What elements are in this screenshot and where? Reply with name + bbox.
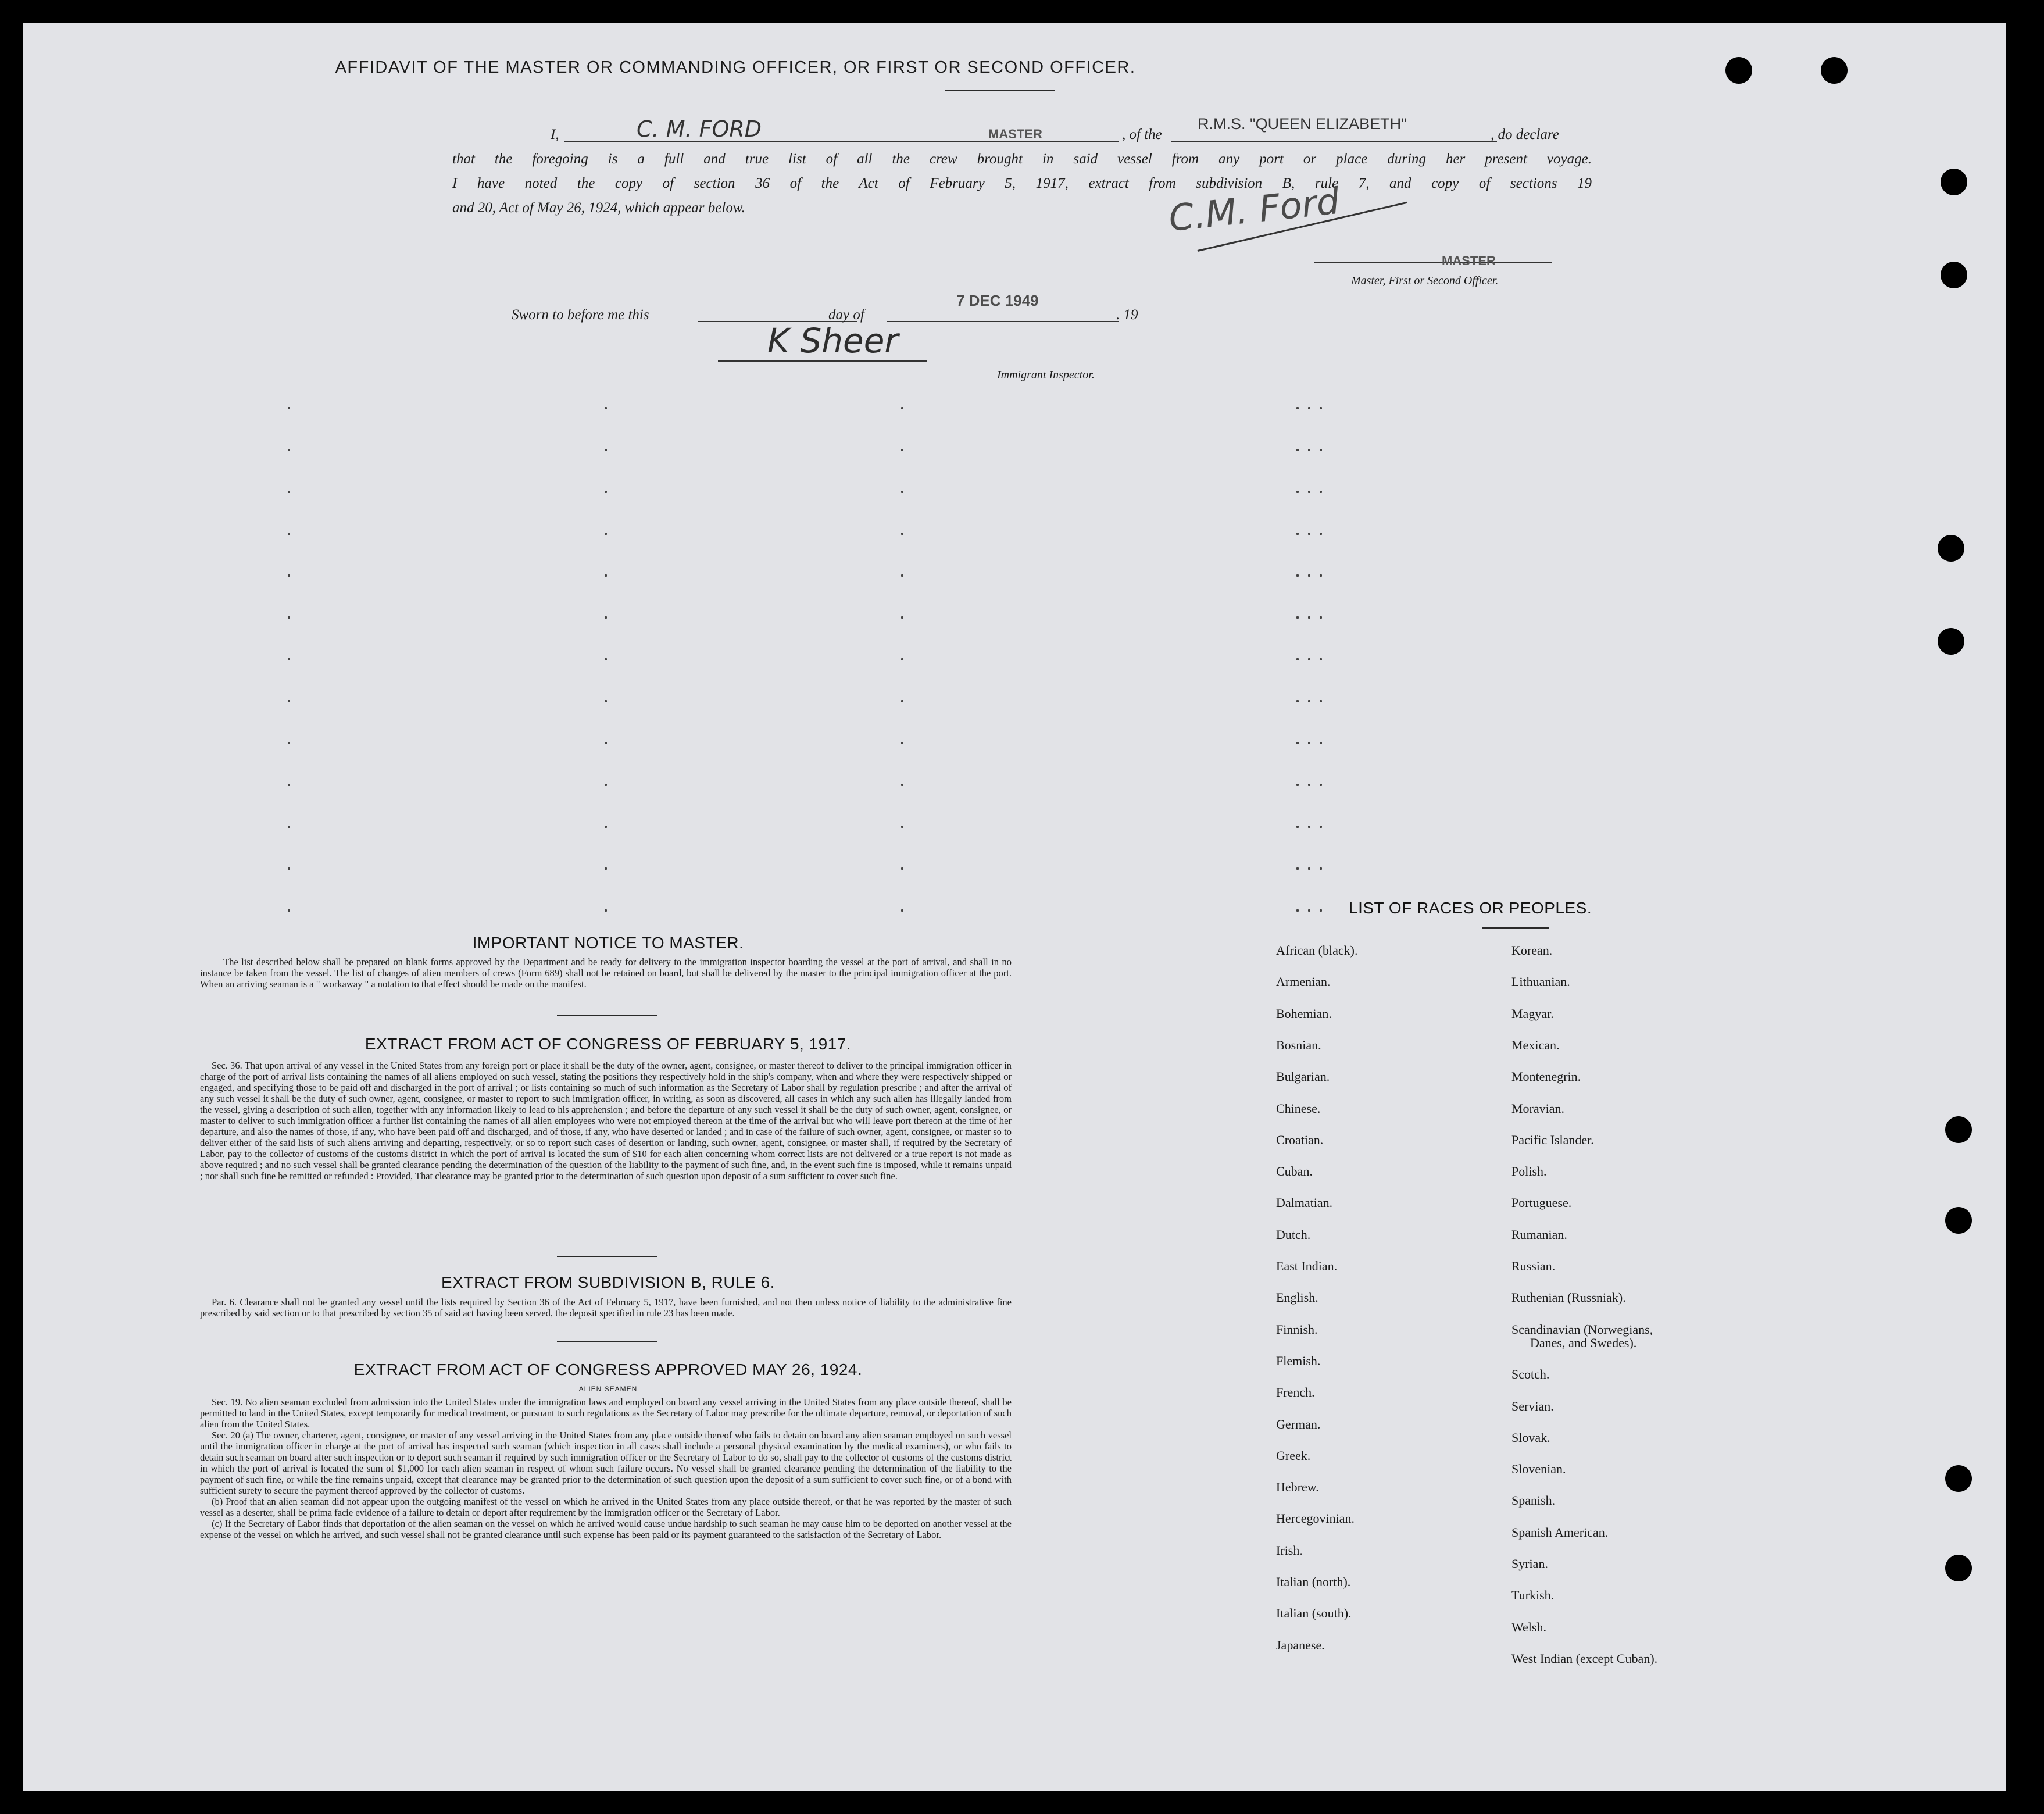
- form-dot: [605, 658, 607, 660]
- race-item: Polish.: [1511, 1164, 1547, 1179]
- race-item: Flemish.: [1276, 1353, 1321, 1368]
- form-dot: [1320, 574, 1322, 577]
- form-dot: [288, 449, 290, 451]
- form-dot: [901, 909, 903, 912]
- sec-19: Sec. 19. No alien seaman excluded from admission into the United States under the immigration laws and employed on board any vessel arriving in the United States from any place outside thereof, shall be permitted to land in the United States, except temporarily for medical treatment, or pursuant to such regulations as the Secretary of Labor may prescribe for the ultimate departure, removal, or deportation of such alien from the United States.: [200, 1397, 1012, 1430]
- affidavit-title: AFFIDAVIT OF THE MASTER OR COMMANDING OFFICER, OR FIRST OR SECOND OFFICER.: [335, 58, 1136, 77]
- race-item: English.: [1276, 1290, 1318, 1305]
- punch-hole: [1945, 1555, 1972, 1581]
- form-dot: [288, 742, 290, 744]
- race-item: Bohemian.: [1276, 1006, 1332, 1021]
- form-dot: [1296, 616, 1299, 619]
- vessel-name: R.M.S. "QUEEN ELIZABETH": [1198, 115, 1407, 133]
- form-dot: [288, 658, 290, 660]
- race-item: Finnish.: [1276, 1322, 1318, 1337]
- affidavit-line-3: I have noted the copy of section 36 of the Act of February 5, 1917, extract from subdivision B, rule 7, and copy of sections 19: [452, 176, 1592, 191]
- form-dot: [901, 742, 903, 744]
- month-line: [887, 321, 1119, 322]
- extract-1917-title: EXTRACT FROM ACT OF CONGRESS OF FEBRUARY 5, 1917.: [365, 1035, 852, 1053]
- race-item: Ruthenian (Russniak).: [1511, 1290, 1626, 1305]
- form-dot: [901, 826, 903, 828]
- extract-1924-body: [200, 1397, 1012, 1540]
- divider-2: [557, 1256, 657, 1257]
- race-item: Bosnian.: [1276, 1037, 1321, 1052]
- race-item: Slovak.: [1511, 1430, 1550, 1445]
- race-item: Russian.: [1511, 1259, 1556, 1273]
- form-dot: [1308, 491, 1310, 493]
- form-dot: [605, 407, 607, 409]
- punch-hole: [1941, 169, 1967, 195]
- sec-20b: (b) Proof that an alien seaman did not appear upon the outgoing manifest of the vessel on which he arrived in the United States from any place outside thereof, or that he was reported by the master of such vessel as a deserter, shall be prima facie evidence of a failure to detain or deport after requirement by the immigration officer or the Secretary of Labor.: [200, 1496, 1012, 1518]
- form-dot: [288, 616, 290, 619]
- form-dot: [1296, 533, 1299, 535]
- form-dot: [1308, 449, 1310, 451]
- race-item: Armenian.: [1276, 974, 1331, 990]
- affidavit-line-4: and 20, Act of May 26, 1924, which appear below.: [452, 200, 745, 216]
- form-dot: [605, 909, 607, 912]
- master-signature: C.M. Ford: [1166, 179, 1342, 240]
- race-item: Welsh.: [1511, 1619, 1546, 1634]
- race-item: Dalmatian.: [1276, 1195, 1333, 1210]
- form-dot: [901, 616, 903, 619]
- form-dot: [288, 700, 290, 702]
- races-underline: [1482, 927, 1549, 929]
- punch-hole: [1938, 535, 1964, 562]
- race-item: Irish.: [1276, 1542, 1303, 1558]
- punch-hole: [1945, 1465, 1972, 1492]
- form-dot: [1320, 491, 1322, 493]
- sworn-label: Sworn to before me this: [512, 307, 649, 323]
- form-dot: [1320, 658, 1322, 660]
- form-dot: [288, 574, 290, 577]
- race-item: Hebrew.: [1276, 1480, 1319, 1495]
- i-label: I,: [551, 127, 559, 142]
- form-dot: [1320, 909, 1322, 912]
- form-dot: [1296, 407, 1299, 409]
- do-declare-label: , do declare: [1491, 127, 1559, 142]
- race-item: Spanish American.: [1511, 1524, 1609, 1540]
- signature-stamp: MASTER: [1442, 253, 1496, 268]
- form-dot: [1320, 700, 1322, 702]
- date-stamp: 7 DEC 1949: [956, 292, 1039, 309]
- form-dot: [1296, 658, 1299, 660]
- form-dot: [901, 574, 903, 577]
- form-dot: [605, 449, 607, 451]
- race-item: Portuguese.: [1511, 1195, 1572, 1210]
- form-dot: [1308, 407, 1310, 409]
- form-dot: [605, 700, 607, 702]
- extract-1917-body: Sec. 36. That upon arrival of any vessel in the United States from any foreign port or place it shall be the duty of the owner, agent, consignee, or master thereof to deliver to the principal immigration officer in charge of the port of arrival lists containing the names of all aliens employed on such vessel, stating the positions they respectively hold in the ship's company, when and where they were respectively shipped or engaged, and specifying those to be paid off and discharged in the port of arrival ; or lists containing so much of such information as the Secretary of Labor shall by regulation prescribe ; and after the arrival of any such vessel it shall be the duty of such owner, agent, consignee, or master to report to such immigration officer, in writing, as soon as discovered, all cases in which any such alien has illegally landed from the vessel, giving a description of such alien, together with any information likely to lead to his apprehension ; and before the departure of any such vessel it shall be the duty of such owner, agent, consignee, or master to deliver to such immigration officer a further list containing the names of all alien employees who were not employed thereon at the time of the arrival but who will leave port thereon at the time of her departure, and also the names of those, if any, who have been paid off and discharged, and of those, if any, who have deserted or landed ; and in case of the failure of such owner, agent, consignee, or master so to deliver either of the said lists of such aliens arriving and departing, respectively, or so to report such cases of desertion or landing, such owner, agent, consignee, or master shall, if required by the Secretary of Labor, pay to the collector of customs of the customs district in which the port of arrival is located the sum of $10 for each alien concerning whom correct lists are not delivered or a true report is not made as above required ; and no such vessel shall be granted clearance pending the determination of the question of the liability to the payment of such fine, and, in the event such fine is imposed, while it remains unpaid ; nor shall such fine be remitted or refunded : Provided, That clearance may be granted prior to the determination of such question upon deposit of a sum sufficient to cover such fine.: [200, 1060, 1012, 1181]
- vessel-line: [1171, 141, 1497, 142]
- race-item: Greek.: [1276, 1448, 1311, 1463]
- form-dot: [1320, 616, 1322, 619]
- form-dot: [1320, 742, 1322, 744]
- form-dot: [288, 826, 290, 828]
- race-item: Dutch.: [1276, 1227, 1311, 1242]
- of-the-label: , of the: [1122, 127, 1162, 142]
- form-dot: [1296, 909, 1299, 912]
- form-dot: [1296, 700, 1299, 702]
- form-dot: [1308, 826, 1310, 828]
- race-item: Italian (north).: [1276, 1574, 1351, 1589]
- race-item: Lithuanian.: [1511, 974, 1570, 990]
- form-dot: [1308, 700, 1310, 702]
- form-dot: [1320, 784, 1322, 786]
- race-item: East Indian.: [1276, 1259, 1338, 1273]
- race-item: German.: [1276, 1416, 1321, 1431]
- form-dot: [1320, 533, 1322, 535]
- race-item: Chinese.: [1276, 1101, 1321, 1116]
- form-dot: [1308, 909, 1310, 912]
- form-dot: [1296, 449, 1299, 451]
- form-dot: [605, 826, 607, 828]
- race-item: Danes, and Swedes).: [1530, 1335, 1637, 1350]
- form-dot: [901, 784, 903, 786]
- race-item: Moravian.: [1511, 1101, 1565, 1116]
- race-item: Cuban.: [1276, 1164, 1313, 1179]
- race-item: Japanese.: [1276, 1637, 1325, 1652]
- races-title: LIST OF RACES OR PEOPLES.: [1349, 899, 1592, 917]
- form-dot: [1308, 574, 1310, 577]
- form-dot: [605, 491, 607, 493]
- punch-hole: [1821, 57, 1848, 84]
- title-underline: [945, 90, 1055, 91]
- master-stamp: MASTER: [988, 127, 1042, 141]
- master-name-handwritten: C. M. FORD: [637, 116, 762, 142]
- punch-hole: [1945, 1207, 1972, 1234]
- race-item: Croatian.: [1276, 1132, 1324, 1147]
- race-item: Rumanian.: [1511, 1227, 1567, 1242]
- form-dot: [288, 491, 290, 493]
- race-item: Magyar.: [1511, 1006, 1554, 1021]
- form-dot: [901, 867, 903, 870]
- signature-caption: Master, First or Second Officer.: [1351, 274, 1499, 287]
- punch-hole: [1938, 628, 1964, 655]
- race-item: Montenegrin.: [1511, 1069, 1581, 1084]
- form-dot: [1296, 784, 1299, 786]
- race-item: West Indian (except Cuban).: [1511, 1651, 1658, 1666]
- form-dot: [901, 533, 903, 535]
- form-dot: [1308, 784, 1310, 786]
- form-dot: [605, 784, 607, 786]
- rule-6-body: Par. 6. Clearance shall not be granted any vessel until the lists required by Section 36 of the Act of February 5, 1917, have been furnished, and not then unless notice of liability to the administrative fine prescribed by said section or to that prescribed by section 35 of said act having been served, the deposit specified in rule 23 has been made.: [200, 1297, 1012, 1319]
- race-item: Servian.: [1511, 1398, 1554, 1413]
- form-dot: [288, 533, 290, 535]
- race-item: French.: [1276, 1385, 1315, 1400]
- document-page: [23, 23, 2006, 1791]
- year-prefix: . 19: [1116, 307, 1138, 323]
- inspector-caption: Immigrant Inspector.: [997, 369, 1095, 381]
- sec-20a: Sec. 20 (a) The owner, charterer, agent, consignee, or master of any vessel arriving in the United States from any place outside thereof who fails to detain on board any alien seaman employed on such vessel until the immigration officer in charge at the port of arrival has inspected such seaman (which inspection in all cases shall include a personal physical examination by the medical examiners), or who fails to detain such seaman on board after such inspection or to deport such seaman if required by such immigration officer or the Secretary of Labor to do so, shall pay to the collector of customs of the customs district in which the port of arrival is located the sum of $1,000 for each alien seaman in respect of whom such failure occurs. No vessel shall be granted clearance pending the determination of the liability to the payment of such fine, or while the fine remains unpaid, except that clearance may be granted prior to the determination of such question upon the deposit of a sum sufficient to cover such fine, or of a bond with sufficient surety to secure the payment thereof approved by the collector of customs.: [200, 1430, 1012, 1496]
- race-item: Syrian.: [1511, 1556, 1548, 1571]
- race-item: Spanish.: [1511, 1493, 1556, 1508]
- form-dot: [1308, 867, 1310, 870]
- notice-title: IMPORTANT NOTICE TO MASTER.: [472, 934, 744, 952]
- form-dot: [1308, 616, 1310, 619]
- divider-1: [557, 1015, 657, 1016]
- form-dot: [1296, 826, 1299, 828]
- notice-body: The list described below shall be prepared on blank forms approved by the Department and be ready for delivery to the immigration inspector boarding the vessel at the port of arrival, and shall in no instance be taken from the vessel. The list of changes of alien members of crews (Form 689) shall not be retained on board, but shall be delivered by the master to the principal immigration officer at the port. When an arriving seaman is a " workaway " a notation to that effect should be made on the manifest.: [200, 956, 1012, 990]
- sec-20c: (c) If the Secretary of Labor finds that deportation of the alien seaman on the vessel on which he arrived would cause undue hardship to such seaman he may cause him to be deported on another vessel at the expense of the vessel on which he arrived, and such vessel shall not be granted clearance until such expense has been paid or its payment guaranteed to the satisfaction of the Secretary of Labor.: [200, 1518, 1012, 1540]
- form-dot: [288, 909, 290, 912]
- extract-1924-subtitle: ALIEN SEAMEN: [578, 1385, 638, 1393]
- inspector-line: [718, 360, 927, 362]
- form-dot: [901, 700, 903, 702]
- form-dot: [1320, 826, 1322, 828]
- signature-line: [1314, 262, 1552, 263]
- form-dot: [1296, 491, 1299, 493]
- inspector-signature: K Sheer: [767, 321, 899, 360]
- rule-6-title: EXTRACT FROM SUBDIVISION B, RULE 6.: [441, 1273, 775, 1291]
- form-dot: [605, 533, 607, 535]
- divider-3: [557, 1341, 657, 1342]
- form-dot: [1308, 658, 1310, 660]
- race-item: Pacific Islander.: [1511, 1132, 1594, 1147]
- punch-hole: [1945, 1116, 1972, 1143]
- form-dot: [1296, 867, 1299, 870]
- punch-hole: [1941, 262, 1967, 288]
- form-dot: [288, 407, 290, 409]
- form-dot: [901, 407, 903, 409]
- form-dot: [901, 658, 903, 660]
- race-item: Scotch.: [1511, 1367, 1550, 1382]
- form-dot: [1320, 449, 1322, 451]
- form-dot: [1296, 742, 1299, 744]
- form-dot: [1308, 742, 1310, 744]
- form-dot: [605, 867, 607, 870]
- form-dot: [1320, 407, 1322, 409]
- form-dot: [1296, 574, 1299, 577]
- race-item: Korean.: [1511, 943, 1553, 958]
- race-item: Italian (south).: [1276, 1606, 1352, 1621]
- form-dot: [901, 491, 903, 493]
- form-dot: [1320, 867, 1322, 870]
- extract-1924-title: EXTRACT FROM ACT OF CONGRESS APPROVED MAY 26, 1924.: [353, 1360, 863, 1379]
- form-dot: [605, 574, 607, 577]
- affidavit-line-2: that the foregoing is a full and true list of all the crew brought in said vessel from any port or place during her present voyage.: [452, 151, 1592, 167]
- race-item: Slovenian.: [1511, 1462, 1566, 1477]
- form-dot: [1308, 533, 1310, 535]
- form-dot: [288, 867, 290, 870]
- race-item: Bulgarian.: [1276, 1069, 1330, 1084]
- form-dot: [288, 784, 290, 786]
- form-dot: [901, 449, 903, 451]
- race-item: Mexican.: [1511, 1037, 1560, 1052]
- form-dot: [605, 616, 607, 619]
- race-item: Hercegovinian.: [1276, 1511, 1355, 1526]
- race-item: Scandinavian (Norwegians,: [1511, 1322, 1653, 1337]
- punch-hole: [1725, 57, 1752, 84]
- day-of-label: day of: [828, 307, 864, 323]
- race-item: Turkish.: [1511, 1588, 1555, 1603]
- race-item: African (black).: [1276, 943, 1358, 958]
- form-dot: [605, 742, 607, 744]
